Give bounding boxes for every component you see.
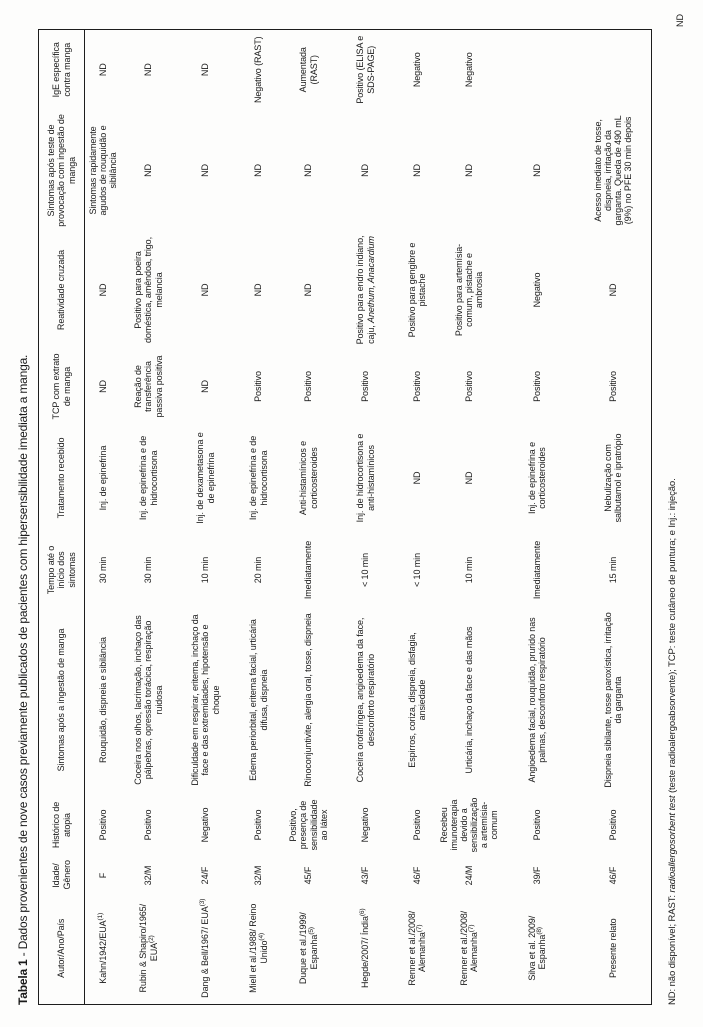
table-cell: Reação de transferência passiva positiva [133, 355, 164, 418]
table-cell: Rinoconjuntivite, alergia oral, tosse, dispneia [303, 613, 314, 787]
table-cell: Negativo [411, 52, 422, 88]
table-cell: Positivo [143, 809, 154, 841]
table-cell: Inj. de epinefrina e de hidrocortisona [138, 435, 159, 521]
table-cell: ND [200, 63, 211, 77]
table-wrapper [38, 29, 652, 1005]
table-cell: Inj. de epinefrina [97, 445, 108, 511]
table-cell: Espirros, coriza, dispneia, disfagia, ansiedade [406, 632, 427, 768]
table-cell: 20 min [253, 556, 264, 584]
table-cell: Dificuldade em respirar, eritema, inchaço da face e das extremidades, hipotensão e choque [190, 614, 221, 786]
table-cell: Positivo, presença de sensibilidade ao látex [288, 799, 329, 851]
table-cell: ND [411, 164, 422, 177]
footnote: ND: não disponível; RAST: radioallergosorbent test (teste radioalergoabsorvente); TCP: teste cutâneo de puntura; e Inj.: injeção. [667, 478, 678, 1005]
table-row [335, 30, 397, 1005]
table-row [283, 30, 335, 1005]
table-cell: ND [97, 380, 108, 393]
table-row [500, 30, 574, 1005]
table-cell: Silva et al. 2009/ Espanha$^{(8)}$ [526, 915, 547, 981]
table-cell: Rubin & Shapiro/1965/ EUA$^{(2)}$ [138, 904, 159, 993]
table-cell: Positivo [253, 809, 264, 841]
table-cell: ND [97, 63, 108, 77]
table-cell: Sintomas rapidamente agudos de rouquidão e sibilância [87, 125, 118, 216]
table-cell: 32/M [253, 865, 264, 886]
table-cell: 10 min [463, 556, 474, 584]
table-cell: Inj. de epinefrina e corticosteroides [526, 441, 547, 515]
table-row [235, 30, 283, 1005]
table-row [574, 30, 652, 1005]
table-cell: Inj. de dexametasona e de epinefrina [195, 432, 216, 524]
table-cell: ND [200, 380, 211, 393]
table-cell: ND [143, 164, 154, 177]
table-cell: ND [200, 283, 211, 297]
table-cell: Renner et al./2008/ Alemanha$^{(7)}$ [406, 910, 427, 986]
column-header: Sintomas após a ingestão de manga [56, 628, 67, 772]
table-row [397, 30, 438, 1005]
table-cell: Dispneia sibilante, tosse paroxística, irritação da garganta [602, 612, 623, 788]
table-cell: Imediatamente [531, 540, 542, 600]
table-cell: Positivo [531, 809, 542, 841]
table-cell: ND [253, 283, 264, 297]
table-cell: 30 min [97, 556, 108, 584]
table-cell: 45/F [303, 866, 314, 885]
table-cell: Nebulização com salbutamol e ipratrópio [602, 433, 623, 523]
table-row [438, 30, 500, 1005]
table-cell: 30 min [143, 556, 154, 584]
table-cell: < 10 min [411, 553, 422, 587]
table-cell: 43/F [360, 866, 371, 885]
table-cell: 10 min [200, 556, 211, 584]
table-row [121, 30, 177, 1005]
table-body [85, 30, 652, 1005]
table-cell: ND [303, 283, 314, 297]
column-header: Histórico de atopia [51, 801, 72, 849]
table-cell: Anti-histamínicos e corticosteroides [298, 440, 319, 516]
table-title-label: Tabela 1 [16, 959, 30, 1005]
table-cell: Kahn/1942/EUA$^{(1)}$ [96, 912, 108, 984]
column-header: IgE específica contra manga [51, 42, 72, 98]
table-cell: ND [463, 164, 474, 177]
table-cell: Positivo [360, 371, 371, 402]
table-cell: Positivo [253, 371, 264, 402]
column-header: Sintomas após teste de provocação com ingestão de manga [46, 114, 77, 227]
column-header: Reatividade cruzada [56, 249, 67, 331]
table-cell: ND [531, 164, 542, 177]
table-cell: Dang & Bell/1967/ EUA$^{(3)}$ [199, 898, 211, 998]
table-cell: 15 min [607, 556, 618, 584]
table-cell: Negativo (RAST) [253, 36, 264, 104]
table-cell: Negativo [463, 52, 474, 88]
header-row [39, 30, 85, 1005]
table-cell: Positivo para gengibre e pistache [406, 242, 427, 338]
data-table [38, 29, 652, 1005]
table-cell: Positivo para endro indiano, caju, Anethum, Anacardium [355, 235, 376, 345]
column-header: Tratamento recebido [56, 437, 67, 519]
table-cell: Inj. de hidrocortisona e anti-histamínicos [355, 433, 376, 523]
table-cell: Aumentada (RAST) [298, 47, 319, 93]
table-cell: Negativo [360, 807, 371, 843]
table-cell: < 10 min [360, 553, 371, 587]
table-cell: Positivo para poeira doméstica, amêndoa, trigo, melancia [133, 237, 164, 343]
table-cell: Positivo (ELISA e SDS-PAGE) [355, 35, 376, 104]
rotated-stage [15, 10, 688, 1007]
table-cell: ND [463, 471, 474, 485]
table-cell: Coceira nos olhos, lacrimação, inchaço das pálpebras, opressão torácica, respiração ruidosa [133, 615, 164, 785]
table-cell: ND [607, 283, 618, 297]
table-cell: Urticária, inchaço da face e das mãos [463, 626, 474, 774]
table-cell: Presente relato [607, 918, 618, 979]
table-cell: 39/F [531, 866, 542, 885]
table-cell: Miell et al./1988/ Reino Unido$^{(4)}$ [248, 903, 269, 993]
table-cell [574, 30, 652, 110]
table-cell: Inj. de epinefrina e de hidrocortisona [248, 435, 269, 521]
table-cell: Renner et al./2008/ Alemanha$^{(7)}$ [458, 910, 479, 986]
table-cell: Positivo [303, 371, 314, 402]
table-cell: Edema periorbital, eritema facial, urticária difusa, dispneia [248, 619, 269, 781]
column-header: Idade/ Gênero [51, 860, 72, 890]
table-cell: ND [253, 164, 264, 177]
table-cell: Positivo [411, 371, 422, 402]
table-cell: ND [360, 164, 371, 177]
table-cell: Positivo para artemísia-comum, pistache e ambrosia [453, 243, 484, 337]
table-cell: Hegde/2007/ Índia$^{(6)}$ [359, 908, 371, 989]
table-cell: ND [143, 63, 154, 77]
table-cell: Rouquidão, dispneia e sibilância [97, 637, 108, 763]
table-cell: 24/F [200, 866, 211, 885]
table-cell [500, 30, 574, 110]
table-cell: Angioedema facial, rouquidão, prurido nas palmas, desconforto respiratório [526, 617, 547, 783]
table-cell: 46/F [411, 866, 422, 885]
stray-text-fragment: ND [675, 14, 685, 27]
column-header: TCP com extrato de manga [51, 353, 72, 420]
table-cell: F [97, 872, 108, 879]
table-cell: Positivo [607, 809, 618, 841]
column-header: Autor/Ano/País [56, 918, 67, 978]
table-cell: 24/M [463, 865, 474, 886]
table-cell: 46/F [607, 866, 618, 885]
table-cell: ND [97, 283, 108, 297]
table-cell: Positivo [97, 809, 108, 841]
table-cell: Acesso imediato de tosse, dispneia, irritação da garganta. Queda de 490 mL (9%) no PFE 30 min depois [592, 115, 633, 226]
table-cell: Coceira orofaríngea, angioedema da face, desconforto respiratório [355, 617, 376, 783]
table-row [85, 30, 121, 1005]
table-cell: ND [303, 164, 314, 177]
table-cell: Positivo [531, 371, 542, 402]
table-cell: Positivo [607, 371, 618, 402]
table-title-text: - Dados provenientes de nove casos previamente publicados de pacientes com hipersensibilidade imediata a manga. [16, 354, 30, 960]
table-title [16, 15, 30, 1005]
table-cell: Duque et al./1999/ Espanha$^{(5)}$ [298, 912, 319, 985]
table-cell: ND [411, 471, 422, 485]
table-row [177, 30, 235, 1005]
table-cell: Recebeu imunoterapia devido a sensibilização a artemísia-comum [438, 797, 499, 853]
table-cell: Negativo [200, 807, 211, 843]
column-header: Tempo até o início dos sintomas [46, 545, 77, 595]
table-cell: Positivo [463, 371, 474, 402]
table-cell: Positivo [411, 809, 422, 841]
table-cell: ND [200, 164, 211, 177]
table-cell: Imediatamente [303, 540, 314, 600]
table-cell: Negativo [531, 272, 542, 308]
table-cell: 32/M [143, 865, 154, 886]
